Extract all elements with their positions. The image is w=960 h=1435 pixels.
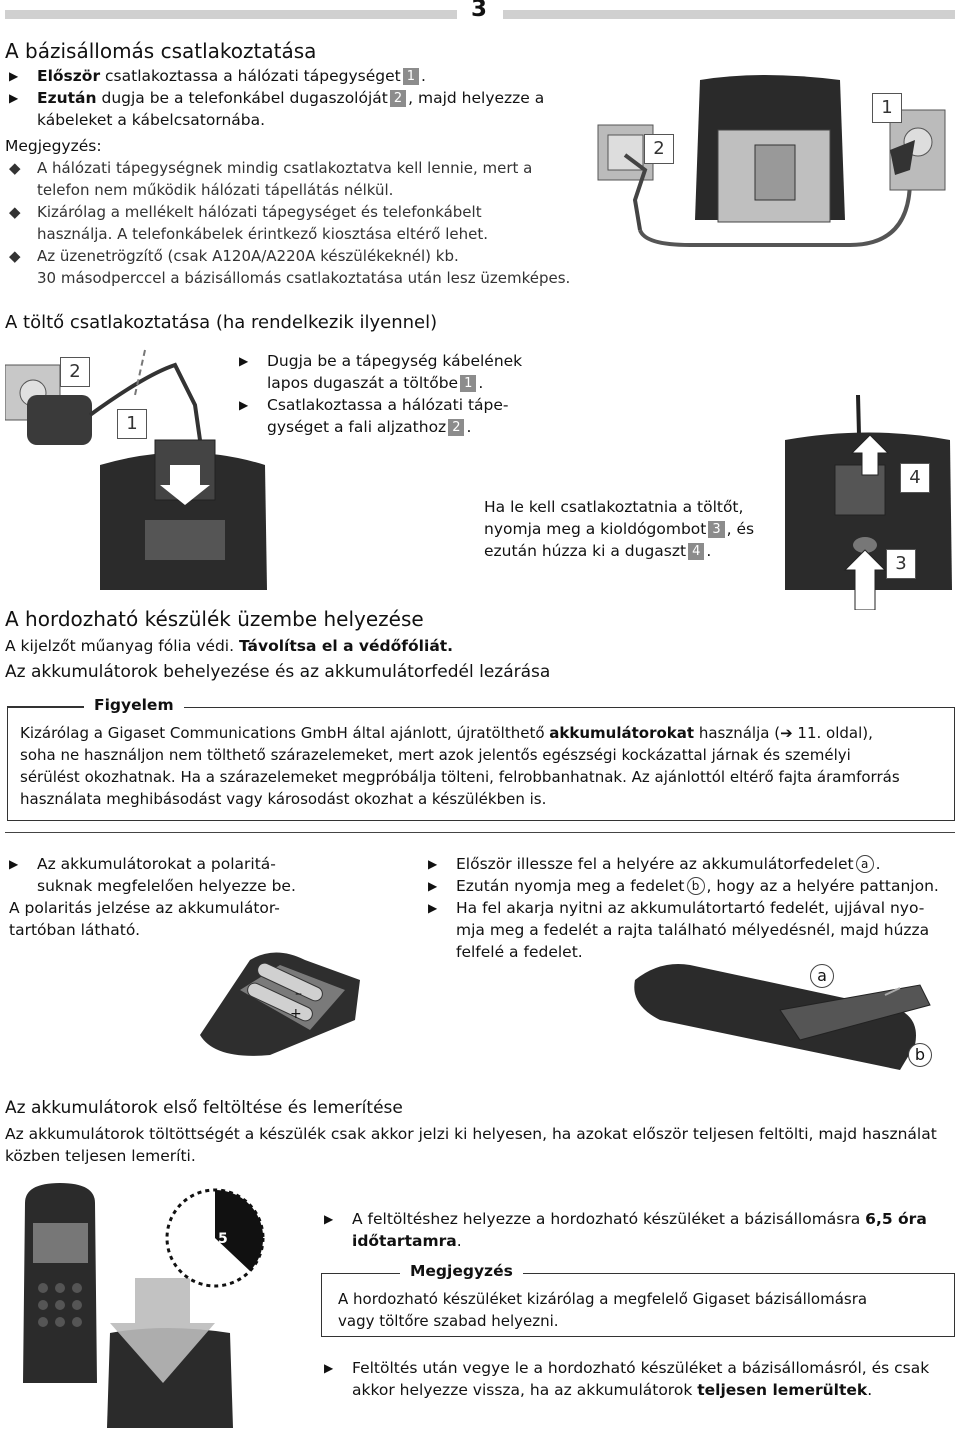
charger-figure-label-4: 4 [900, 463, 930, 493]
charging-step-2 [320, 1357, 950, 1401]
charger-figure-label-1: 1 [117, 409, 147, 439]
base-steps [5, 65, 585, 289]
ref-2: 2 [390, 90, 406, 107]
ref-2: 2 [448, 419, 464, 436]
figure-label-1: 1 [872, 93, 902, 123]
bullet-icon: ▶ [9, 69, 19, 83]
warning-title-rule [7, 706, 87, 707]
note-item-3: ◆ Az üzenetrögzítő (csak A120A/A220A készülékeknél) kb. 30 másodperccel a bázisállomás csatlakoztatása után lesz üzemképes. [9, 247, 571, 287]
charger-title: A töltő csatlakoztatása (ha rendelkezik ilyennel) [5, 312, 438, 333]
bullet-icon: ▶ [239, 354, 249, 368]
clock-unit: óra [203, 1249, 229, 1265]
charging-step-2-row: ▶ Feltöltés után vegye le a hordozható készüléket a bázisállomásról, és csak akkor helyezze vissza, ha az akkumulátorok teljesen lemerültek. [324, 1359, 930, 1399]
minus-sign: – [295, 986, 302, 1002]
page-number: 3 [471, 0, 488, 22]
bullet-icon: ▶ [239, 398, 249, 412]
figure-label-b: b [908, 1043, 932, 1067]
bullet-icon: ▶ [428, 901, 438, 915]
bullet-icon: ▶ [428, 857, 438, 871]
charger-disconnect-text: Ha le kell csatlakoztatnia a töltőt, nyomja meg a kioldógombot 3 , és ezután húzza ki a dugaszt 4 . [484, 498, 755, 560]
marker-a: a [856, 855, 874, 873]
ref-1: 1 [460, 375, 476, 392]
battery-insert-illustration [195, 940, 365, 1060]
battery-title: Az akkumulátorok behelyezése és az akkumulátorfedél lezárása [5, 662, 551, 682]
battery-right-text [424, 853, 954, 963]
bullet-icon: ▶ [324, 1361, 334, 1375]
ref-3: 3 [708, 521, 724, 538]
note-label: Megjegyzés: [5, 137, 102, 155]
diamond-bullet-icon: ◆ [9, 203, 21, 221]
cover-step-3: ▶ Ha fel akarja nyitni az akkumulátortartó fedelét, ujjával nyo- mja meg a fedelét a rajta található mélyedésnél, majd húzza felfelé a fedelet. [428, 899, 930, 961]
diamond-bullet-icon: ◆ [9, 159, 21, 177]
charger-figure-label-3: 3 [886, 549, 916, 579]
warning-text: Kizárólag a Gigaset Communications GmbH által ajánlott, újratölthető akkumulátorokat használja (➔ 11. oldal), soha ne használjon nem tölthető szárazelemeket, mert azok jelentős egészségi kockázattal járnak és személyi sérülést okozhatnak. Ha a szárazelemeket megpróbálja tölteni, felrobbanhatnak. Az ajánlottól eltérő fajta áramforrás használata meghibásodást vagy károsodást okozhat a készülékben is. [20, 724, 900, 808]
bullet-icon: ▶ [428, 879, 438, 893]
charging-intro: Az akkumulátorok töltöttségét a készülék csak akkor jelzi ki helyesen, ha azokat először teljesen feltölti, majd használat közben teljesen lemeríti. [5, 1125, 937, 1165]
charger-step-2: ▶ Csatlakoztassa a hálózati tápe- gységet a fali aljzathoz 2 . [239, 396, 509, 436]
handset-intro: A kijelzőt műanyag fólia védi. Távolítsa el a védőfóliát. [5, 637, 454, 655]
base-step-2: ▶ Ezután dugja be a telefonkábel dugaszolóját 2 , majd helyezze a kábeleket a kábelcsatornába. [9, 89, 545, 129]
figure-label-2: 2 [644, 134, 674, 164]
section-divider [5, 832, 955, 833]
battery-insert-step: ▶ Az akkumulátorokat a polaritá- suknak megfelelően helyezze be. [9, 855, 296, 895]
bullet-icon: ▶ [9, 857, 19, 871]
battery-left-text: ▶ Az akkumulátorokat a polaritá- suknak megfelelően helyezze be. A polaritás jelzése az akkumulátor- tartóban látható. [5, 853, 335, 941]
charging-title: Az akkumulátorok első feltöltése és lemerítése [5, 1098, 403, 1118]
charging-note-title: Megjegyzés [400, 1262, 523, 1280]
charging-illustration [15, 1183, 265, 1428]
bullet-icon: ▶ [9, 91, 19, 105]
charging-note-text: A hordozható készüléket kizárólag a megfelelő Gigaset bázisállomásra vagy töltőre szabad helyezni. [338, 1290, 868, 1330]
charger-disconnect-illustration [780, 395, 960, 610]
ref-4: 4 [688, 543, 704, 560]
charging-step-1 [320, 1208, 950, 1252]
base-step-1: ▶ Először csatlakoztassa a hálózati tápegységet 1 . [9, 67, 426, 85]
marker-b: b [687, 877, 705, 895]
plus-sign: + [290, 1006, 302, 1022]
charger-steps [235, 350, 555, 438]
header-bar-right [503, 10, 955, 19]
battery-cover-illustration [630, 960, 950, 1080]
warning-title: Figyelem [84, 696, 184, 714]
charging-step-1-row: ▶ A feltöltéshez helyezze a hordozható készüléket a bázisállomásra 6,5 óra időtartamra. [324, 1210, 927, 1250]
note-item-1: ◆ A hálózati tápegységnek mindig csatlakoztatva kell lennie, mert a telefon nem működik hálózati tápellátás nélkül. [9, 159, 533, 199]
diamond-bullet-icon: ◆ [9, 247, 21, 265]
cover-step-2: ▶ Ezután nyomja meg a fedelet b , hogy az a helyére pattanjon. [428, 877, 939, 895]
base-title: A bázisállomás csatlakoztatása [5, 39, 317, 63]
charger-step-1: ▶ Dugja be a tápegység kábelének lapos dugaszát a töltőbe 1 . [239, 352, 523, 392]
clock-value: 6.5 [203, 1231, 228, 1247]
cover-step-1: ▶ Először illessze fel a helyére az akkumulátorfedelet a . [428, 855, 881, 873]
note-item-2: ◆ Kizárólag a mellékelt hálózati tápegységet és telefonkábelt használja. A telefonkábelek érintkező kiosztása eltérő lehet. [9, 203, 488, 243]
arrow-right-icon: ➔ [780, 724, 793, 742]
bullet-icon: ▶ [324, 1212, 334, 1226]
charger-figure-label-2: 2 [60, 357, 90, 387]
header-bar-left [5, 10, 457, 19]
figure-label-a: a [810, 964, 834, 988]
handset-title: A hordozható készülék üzembe helyezése [5, 607, 424, 631]
ref-1: 1 [403, 68, 419, 85]
